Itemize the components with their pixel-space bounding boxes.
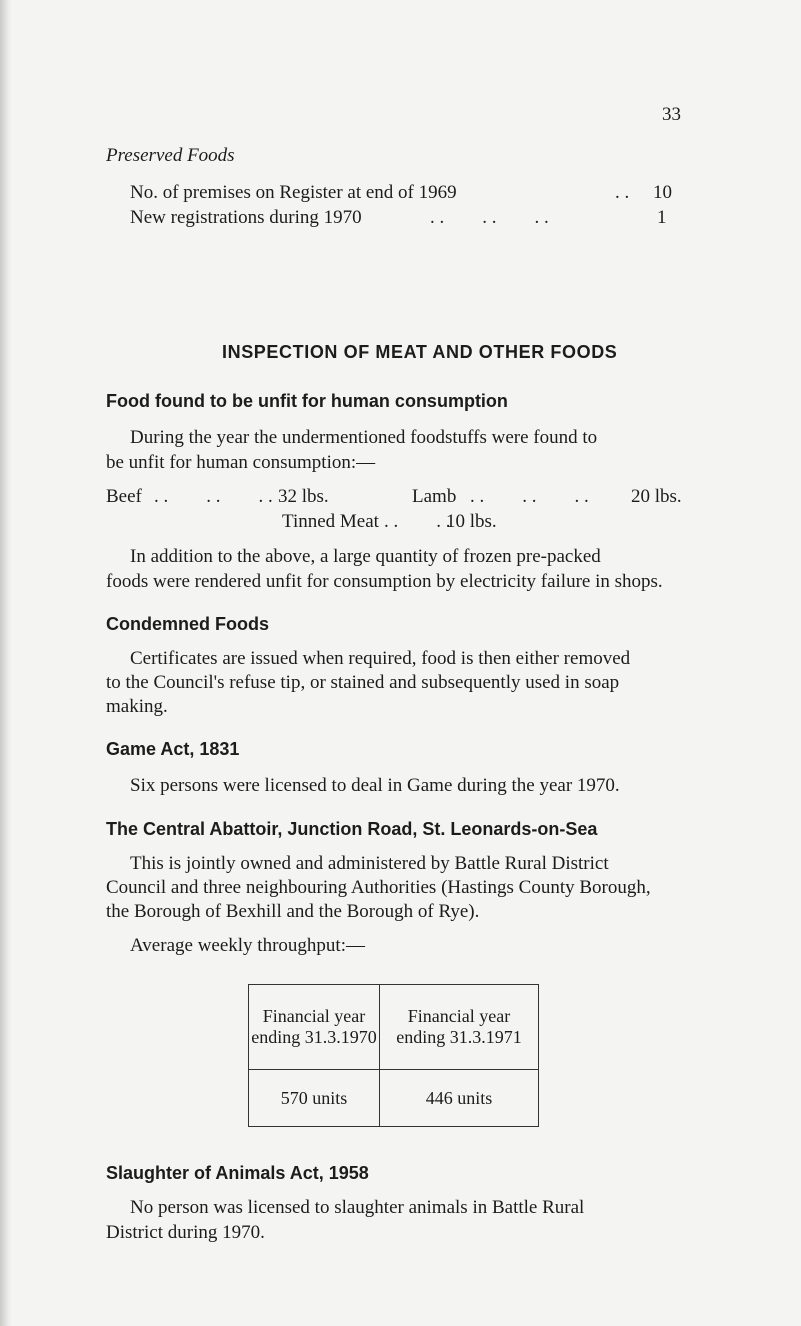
- header-1970-line2: ending 31.3.1970: [251, 1027, 377, 1047]
- registrations-label: New registrations during 1970: [130, 207, 362, 228]
- slaughter-line2: District during 1970.: [106, 1222, 265, 1243]
- registrations-line: [130, 205, 690, 230]
- condemned-foods-heading: Condemned Foods: [106, 614, 269, 634]
- registrations-value: 1: [657, 207, 667, 228]
- table-header-cell-1971: [380, 985, 539, 1070]
- preserved-foods-heading: Preserved Foods: [106, 145, 235, 166]
- game-act-line1: Six persons were licensed to deal in Game during the year 1970.: [130, 775, 620, 796]
- tinned-meat-line: [282, 509, 582, 535]
- register-leader: . .: [615, 182, 630, 203]
- value-1971: 446 units: [380, 1070, 539, 1127]
- value-1970: 570 units: [249, 1070, 380, 1127]
- slaughter-act-heading: Slaughter of Animals Act, 1958: [106, 1163, 369, 1183]
- throughput-intro: Average weekly throughput:—: [130, 935, 365, 956]
- condemned-line3: making.: [106, 696, 168, 717]
- register-value: 10: [653, 182, 672, 203]
- table-header-cell-1970: [249, 985, 380, 1070]
- beef-value: 32 lbs.: [278, 486, 329, 507]
- abattoir-line2: Council and three neighbouring Authorities (Hastings County Borough,: [106, 877, 651, 898]
- tinned-meat-label: Tinned Meat: [282, 511, 379, 532]
- lamb-leader: . . . . . .: [470, 486, 589, 507]
- unfit-intro-line1: During the year the undermentioned foodstuffs were found to: [130, 427, 598, 448]
- tinned-meat-value: 10 lbs.: [446, 511, 497, 532]
- unfit-food-heading: Food found to be unfit for human consumption: [106, 391, 508, 411]
- header-1971-line2: ending 31.3.1971: [396, 1027, 522, 1047]
- throughput-table: [248, 984, 539, 1127]
- header-1971-line1: Financial year: [407, 1006, 511, 1026]
- tinned-meat-leader: . . . .: [384, 511, 451, 532]
- abattoir-line1: This is jointly owned and administered by Battle Rural District: [130, 853, 609, 874]
- header-1970-line1: Financial year: [262, 1006, 366, 1026]
- lamb-label: Lamb: [412, 486, 457, 507]
- page-spine-shadow: [0, 0, 12, 1326]
- slaughter-line1: No person was licensed to slaughter animals in Battle Rural: [130, 1197, 585, 1218]
- register-line: [130, 180, 690, 205]
- register-label: No. of premises on Register at end of 1969: [130, 182, 457, 203]
- condemned-line2: to the Council's refuse tip, or stained and subsequently used in soap: [106, 672, 620, 693]
- abattoir-heading: The Central Abattoir, Junction Road, St. Leonards-on-Sea: [106, 819, 598, 839]
- game-act-heading: Game Act, 1831: [106, 739, 240, 759]
- addition-line1: In addition to the above, a large quantity of frozen pre-packed: [130, 546, 601, 567]
- unfit-intro-line2: be unfit for human consumption:—: [106, 452, 376, 473]
- registrations-leader: . . . . . .: [430, 207, 549, 228]
- inspection-title: INSPECTION OF MEAT AND OTHER FOODS: [222, 342, 618, 362]
- beef-lamb-line: [106, 484, 706, 510]
- beef-label: Beef: [106, 486, 142, 507]
- condemned-line1: Certificates are issued when required, food is then either removed: [130, 648, 631, 669]
- table-header-row: [249, 985, 539, 1070]
- lamb-value: 20 lbs.: [631, 486, 682, 507]
- table-row: [249, 1070, 539, 1127]
- addition-line2: foods were rendered unfit for consumption by electricity failure in shops.: [106, 571, 663, 592]
- beef-leader: . . . . . .: [154, 486, 273, 507]
- page-number: 33: [662, 104, 681, 125]
- abattoir-line3: the Borough of Bexhill and the Borough of Rye).: [106, 901, 480, 922]
